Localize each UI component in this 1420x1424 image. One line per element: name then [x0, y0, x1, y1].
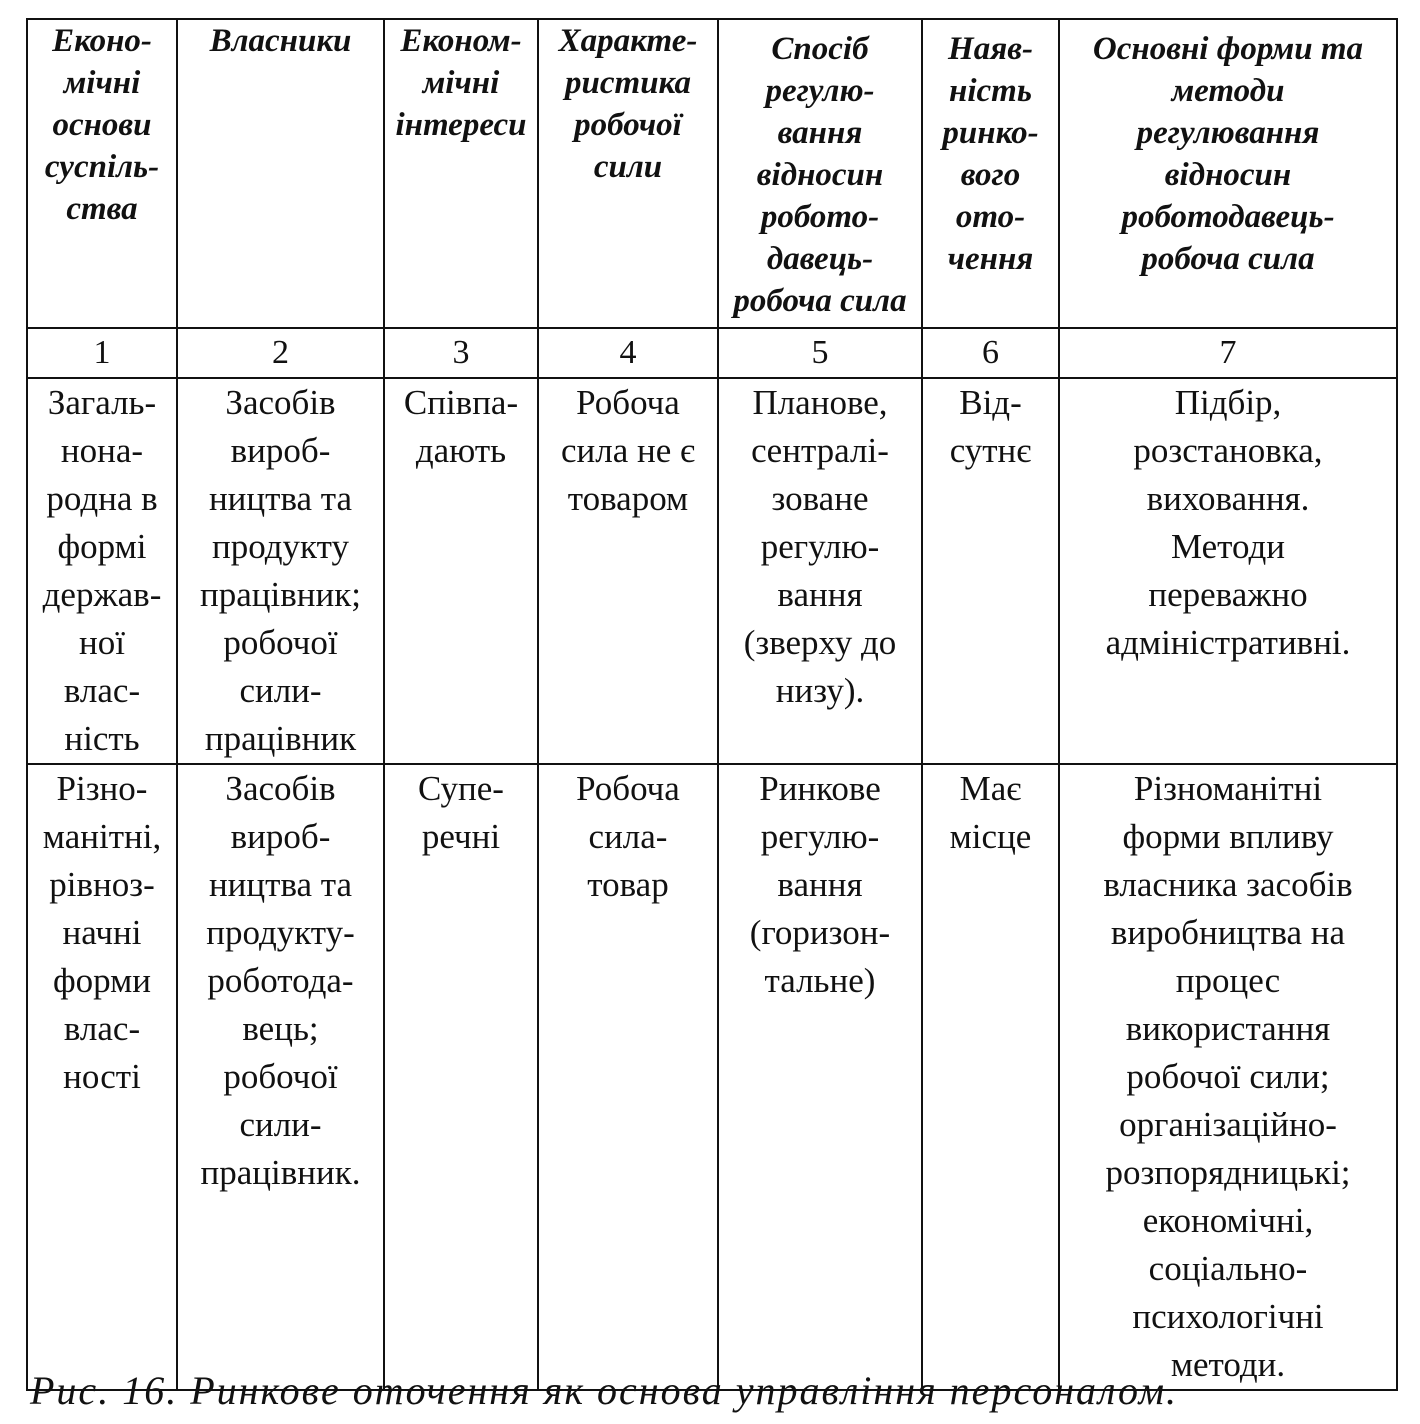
column-number: 4	[538, 328, 718, 378]
cell-text: Різно- манітні, рівноз- начні форми влас- ності	[42, 769, 162, 1096]
table-cell	[27, 764, 177, 1390]
cell-text: Робоча сила- товар	[576, 769, 680, 904]
cell-text: Має місце	[949, 769, 1032, 856]
table-cell	[922, 764, 1059, 1390]
column-number: 3	[384, 328, 538, 378]
cell-text: Підбір, розстановка, виховання. Методи переважно адміністративні.	[1105, 383, 1351, 662]
column-number: 7	[1059, 328, 1397, 378]
table-cell	[384, 764, 538, 1390]
table-cell	[1059, 378, 1397, 764]
table-cell	[384, 378, 538, 764]
table-row	[27, 378, 1397, 764]
header-cell	[922, 19, 1059, 328]
table-cell	[1059, 764, 1397, 1390]
header-text: Економ- мічні інтереси	[395, 23, 527, 143]
cell-text: Засобів вироб- ництва та продукту- роботода- вець; робочої сили- працівник.	[200, 769, 361, 1192]
cell-text: Засобів вироб- ництва та продукту працівник; робочої сили- працівник	[200, 383, 361, 758]
header-cell	[177, 19, 384, 328]
table-cell	[718, 378, 922, 764]
cell-text: Від- сутнє	[949, 383, 1032, 470]
table-cell	[922, 378, 1059, 764]
cell-text: Планове, cентралі- зоване регулю- вання (зверху до низу).	[743, 383, 897, 710]
header-cell	[1059, 19, 1397, 328]
column-number: 1	[27, 328, 177, 378]
table-cell	[538, 378, 718, 764]
header-text: Власники	[209, 23, 352, 59]
header-text: Характе- ристика робочої сили	[558, 23, 698, 185]
cell-text: Співпа- дають	[403, 383, 519, 470]
column-number-row	[27, 328, 1397, 378]
header-cell	[384, 19, 538, 328]
figure-caption: Рис. 16. Ринкове оточення як основа управління персоналом.	[30, 1368, 1178, 1413]
column-number: 6	[922, 328, 1059, 378]
column-number: 2	[177, 328, 384, 378]
header-cell	[538, 19, 718, 328]
header-text: Спосіб регулю- вання відносин робото- давець- робоча сила	[733, 31, 907, 319]
table-row	[27, 764, 1397, 1390]
header-cell	[718, 19, 922, 328]
header-cell	[27, 19, 177, 328]
header-row	[27, 19, 1397, 328]
table-cell	[538, 764, 718, 1390]
header-text: Еконо- мічні основи суспіль- ства	[44, 23, 160, 227]
table-cell	[177, 378, 384, 764]
cell-text: Різноманітні форми впливу власника засобів виробництва на процес використання робочої сили; організаційно- розпорядницькі; економічні, соціально- психологічні методи.	[1103, 769, 1353, 1384]
cell-text: Загаль- нона- родна в формі держав- ної влас- ність	[42, 383, 162, 758]
table-cell	[27, 378, 177, 764]
header-text: Наяв- ність ринко- вого ото- чення	[942, 31, 1039, 277]
cell-text: Ринкове регулю- вання (горизон- тальне)	[749, 769, 891, 1000]
column-number: 5	[718, 328, 922, 378]
header-text: Основні форми та методи регулювання відносин роботодавець- робоча сила	[1092, 31, 1364, 277]
cell-text: Робоча сила не є товаром	[560, 383, 696, 518]
table-cell	[177, 764, 384, 1390]
table-cell	[718, 764, 922, 1390]
cell-text: Супе- речні	[418, 769, 504, 856]
comparison-table	[26, 18, 1398, 1391]
